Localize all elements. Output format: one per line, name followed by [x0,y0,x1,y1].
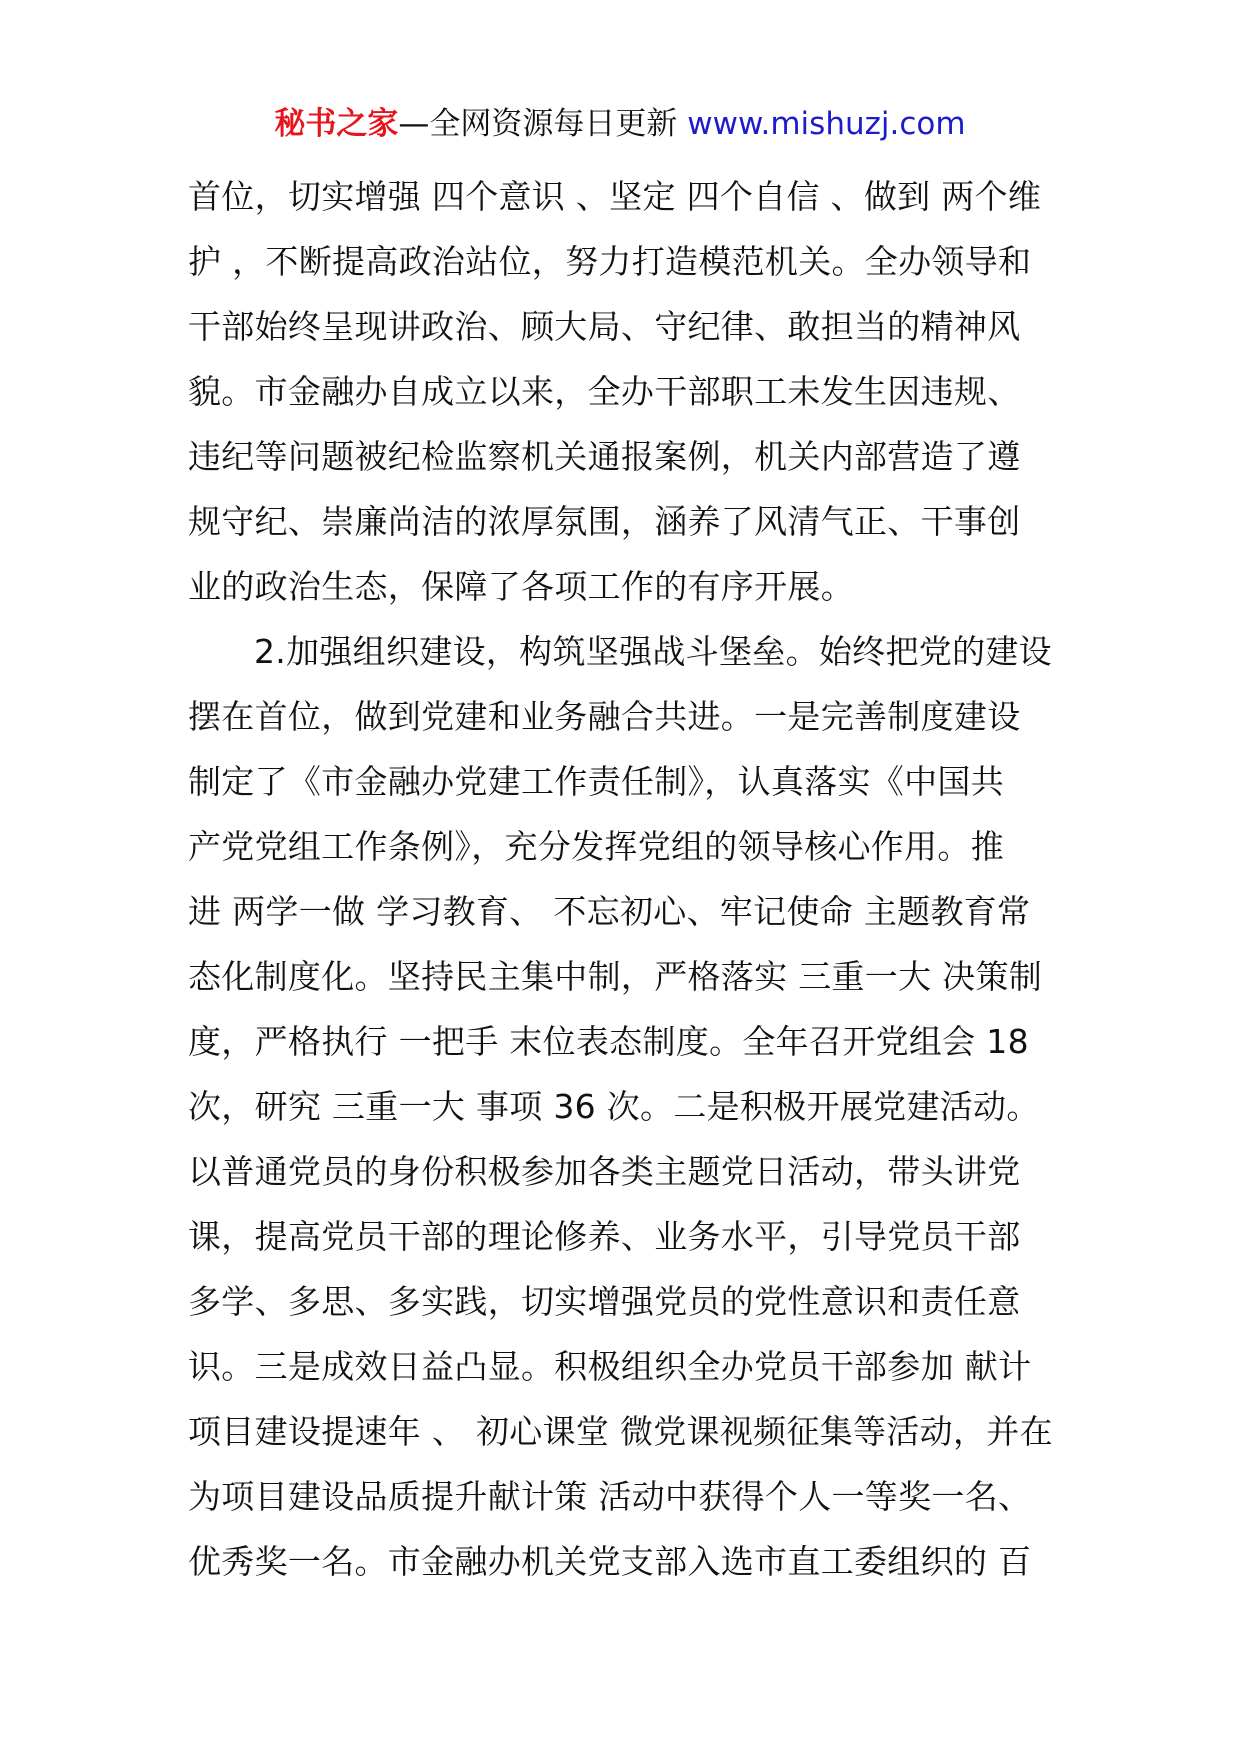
body-text-line: 以普通党员的身份积极参加各类主题党日活动，带头讲党 [188,1152,1021,1191]
body-text-line: 项目建设提速年 、 初心课堂 微党课视频征集等活动，并在 [188,1412,1053,1451]
body-text-line: 次，研究 三重一大 事项 36 次。二是积极开展党建活动。 [188,1087,1040,1126]
body-text-line: 识。三是成效日益凸显。积极组织全办党员干部参加 献计 [188,1347,1032,1386]
body-text-line: 规守纪、崇廉尚洁的浓厚氛围，涵养了风清气正、干事创 [188,502,1021,541]
body-text-line: 度，严格执行 一把手 末位表态制度。全年召开党组会 18 [188,1022,1029,1061]
body-text-line: 课，提高党员干部的理论修养、业务水平，引导党员干部 [188,1217,1021,1256]
body-text-line: 违纪等问题被纪检监察机关通报案例，机关内部营造了遵 [188,437,1021,476]
site-tagline: —全网资源每日更新 [398,106,688,142]
paragraph-start-line: 2.加强组织建设，构筑坚强战斗堡垒。始终把党的建设 [254,632,1052,671]
body-text-line: 态化制度化。坚持民主集中制，严格落实 三重一大 决策制 [188,957,1043,996]
body-text-line: 貌。市金融办自成立以来，全办干部职工未发生因违规、 [188,372,1021,411]
body-text-line: 进 两学一做 学习教育、 不忘初心、牢记使命 主题教育常 [188,892,1031,931]
body-text-line: 业的政治生态，保障了各项工作的有序开展。 [188,567,854,606]
body-text-line: 摆在首位，做到党建和业务融合共进。一是完善制度建设 [188,697,1021,736]
document-body [188,164,1058,1594]
site-url-link[interactable]: www.mishuzj.com [687,106,966,142]
body-text-line: 护 ，不断提高政治站位，努力打造模范机关。全办领导和 [188,242,1032,281]
body-text-line: 优秀奖一名。市金融办机关党支部入选市直工委组织的 百 [188,1542,1032,1581]
page-header [0,104,1240,144]
body-text-line: 首位，切实增强 四个意识 、坚定 四个自信 、做到 两个维 [188,177,1042,216]
body-text-line: 为项目建设品质提升献计策 活动中获得个人一等奖一名、 [188,1477,1032,1516]
site-brand: 秘书之家 [274,106,399,142]
body-text-line: 多学、多思、多实践，切实增强党员的党性意识和责任意 [188,1282,1021,1321]
body-text-line: 干部始终呈现讲政治、顾大局、守纪律、敢担当的精神风 [188,307,1021,346]
body-text-line: 制定了《市金融办党建工作责任制》，认真落实《中国共 [188,762,1004,801]
body-text-line: 产党党组工作条例》，充分发挥党组的领导核心作用。推 [188,827,1004,866]
